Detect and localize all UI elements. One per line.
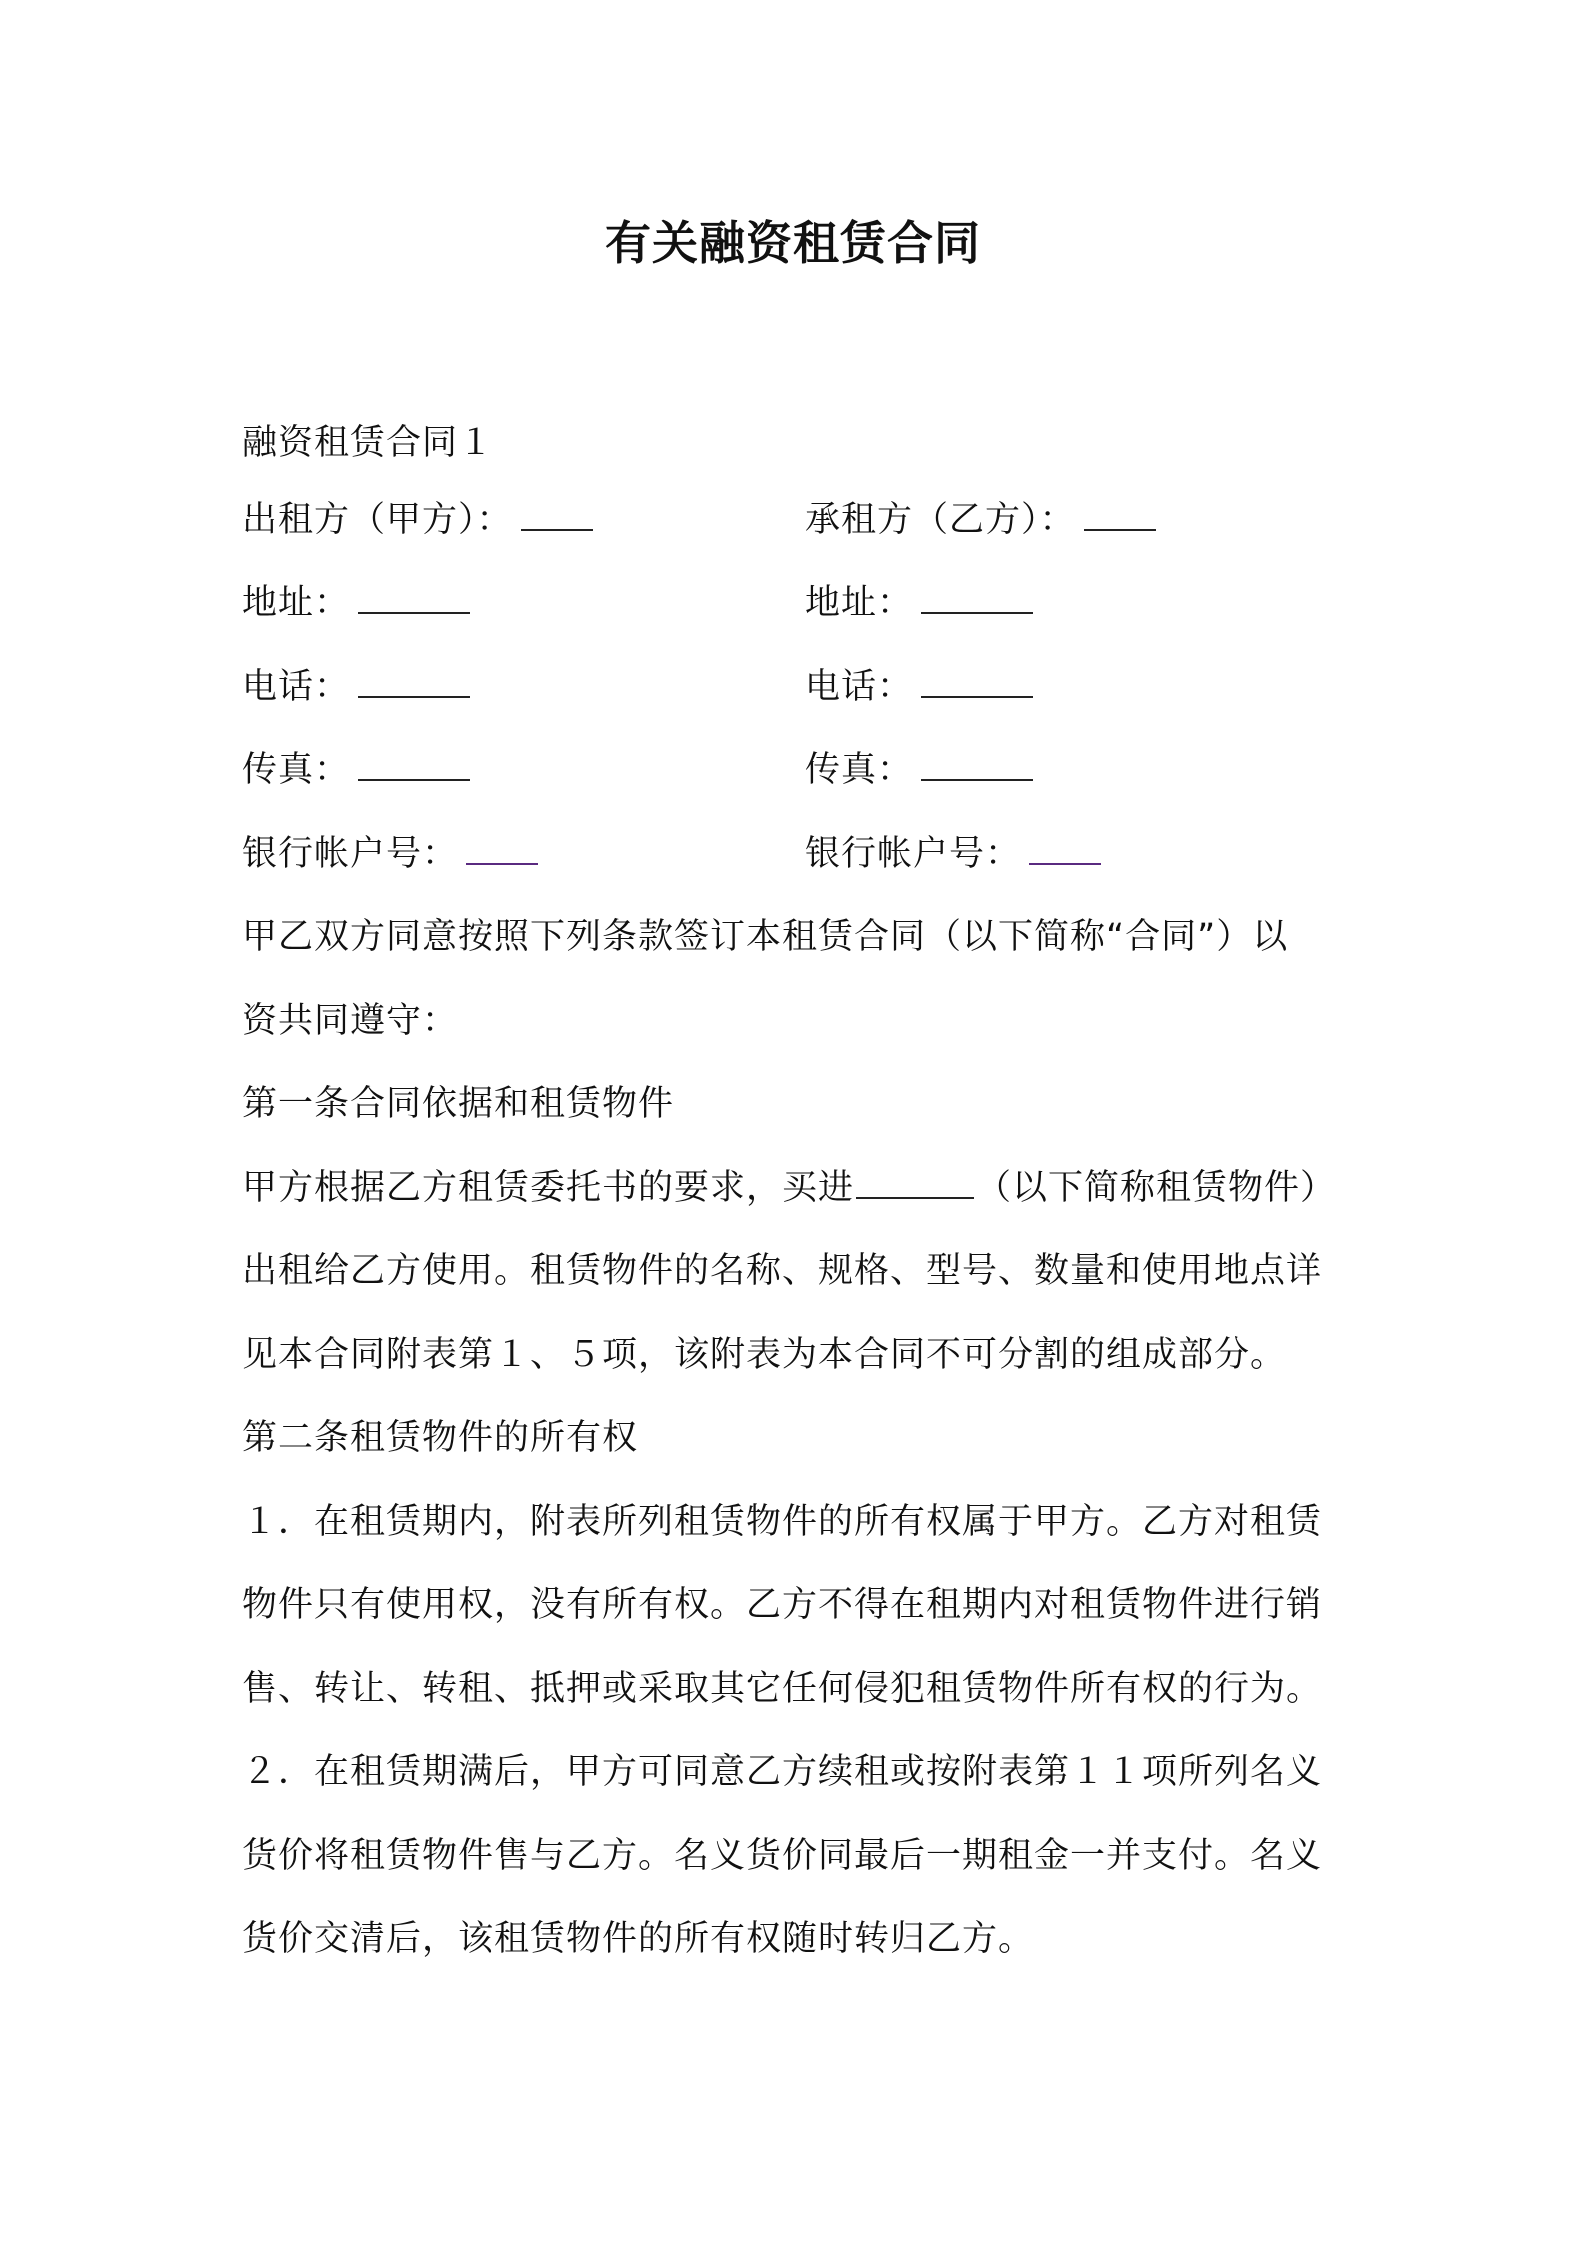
party-b-phone-field [805, 662, 1033, 712]
party-a-bank-account-field [242, 829, 538, 879]
section-heading: 融资租赁合同１ [242, 423, 495, 463]
party-a-bank-account-label: 银行帐户号： [242, 834, 459, 874]
article-1-line-1-end: （以下简称租赁物件） [976, 1168, 1337, 1208]
party-b-fax-field [805, 745, 1033, 795]
article-1-line-2: 出租给乙方使用。租赁物件的名称、规格、型号、数量和使用地点详 [242, 1251, 1323, 1291]
party-b-bank-account-label: 银行帐户号： [805, 834, 1022, 874]
party-a-bank-account-blank [466, 829, 538, 865]
article-2-line-5: 货价将租赁物件售与乙方。名义货价同最后一期租金一并支付。名义 [242, 1836, 1323, 1876]
party-b-address-blank [921, 578, 1033, 614]
party-a-role-blank [521, 495, 593, 531]
preamble-line-1: 甲乙双方同意按照下列条款签订本租赁合同（以下简称“合同”）以 [242, 917, 1289, 957]
party-b-address-field [805, 578, 1033, 628]
purchase-item-blank [856, 1163, 974, 1199]
party-a-phone-label: 电话： [242, 667, 351, 707]
party-b-role-label: 承租方（乙方）： [805, 500, 1076, 540]
party-b-bank-account-blank [1029, 829, 1101, 865]
party-b-fax-label: 传真： [805, 750, 914, 790]
article-1-heading: 第一条合同依据和租赁物件 [242, 1084, 675, 1124]
party-b-phone-blank [921, 662, 1033, 698]
party-b-phone-label: 电话： [805, 667, 914, 707]
party-a-phone-blank [358, 662, 470, 698]
article-2-heading: 第二条租赁物件的所有权 [242, 1418, 639, 1458]
party-b-bank-account-field [805, 829, 1101, 879]
article-2-line-6: 货价交清后，该租赁物件的所有权随时转归乙方。 [242, 1919, 1035, 1959]
article-2-line-1: １．在租赁期内，附表所列租赁物件的所有权属于甲方。乙方对租赁 [242, 1502, 1323, 1542]
party-b-role-blank [1084, 495, 1156, 531]
party-a-role-field [242, 495, 593, 545]
article-1-line-3: 见本合同附表第１、５项，该附表为本合同不可分割的组成部分。 [242, 1335, 1287, 1375]
article-2-line-2: 物件只有使用权，没有所有权。乙方不得在租期内对租赁物件进行销 [242, 1585, 1323, 1625]
party-a-address-label: 地址： [242, 583, 351, 623]
party-b-fax-blank [921, 745, 1033, 781]
article-1-line-1-start: 甲方根据乙方租赁委托书的要求，买进 [242, 1168, 855, 1208]
party-a-role-label: 出租方（甲方）： [242, 500, 513, 540]
preamble-line-2: 资共同遵守： [242, 1001, 459, 1041]
party-a-fax-field [242, 745, 470, 795]
article-1-line-1 [242, 1163, 1362, 1213]
party-a-fax-label: 传真： [242, 750, 351, 790]
document-title: 有关融资租赁合同 [605, 216, 981, 270]
party-a-phone-field [242, 662, 470, 712]
party-b-address-label: 地址： [805, 583, 914, 623]
party-a-address-field [242, 578, 470, 628]
article-2-line-3: 售、转让、转租、抵押或采取其它任何侵犯租赁物件所有权的行为。 [242, 1669, 1323, 1709]
article-2-line-4: ２．在租赁期满后，甲方可同意乙方续租或按附表第１１项所列名义 [242, 1752, 1323, 1792]
party-b-role-field [805, 495, 1156, 545]
party-a-fax-blank [358, 745, 470, 781]
party-a-address-blank [358, 578, 470, 614]
